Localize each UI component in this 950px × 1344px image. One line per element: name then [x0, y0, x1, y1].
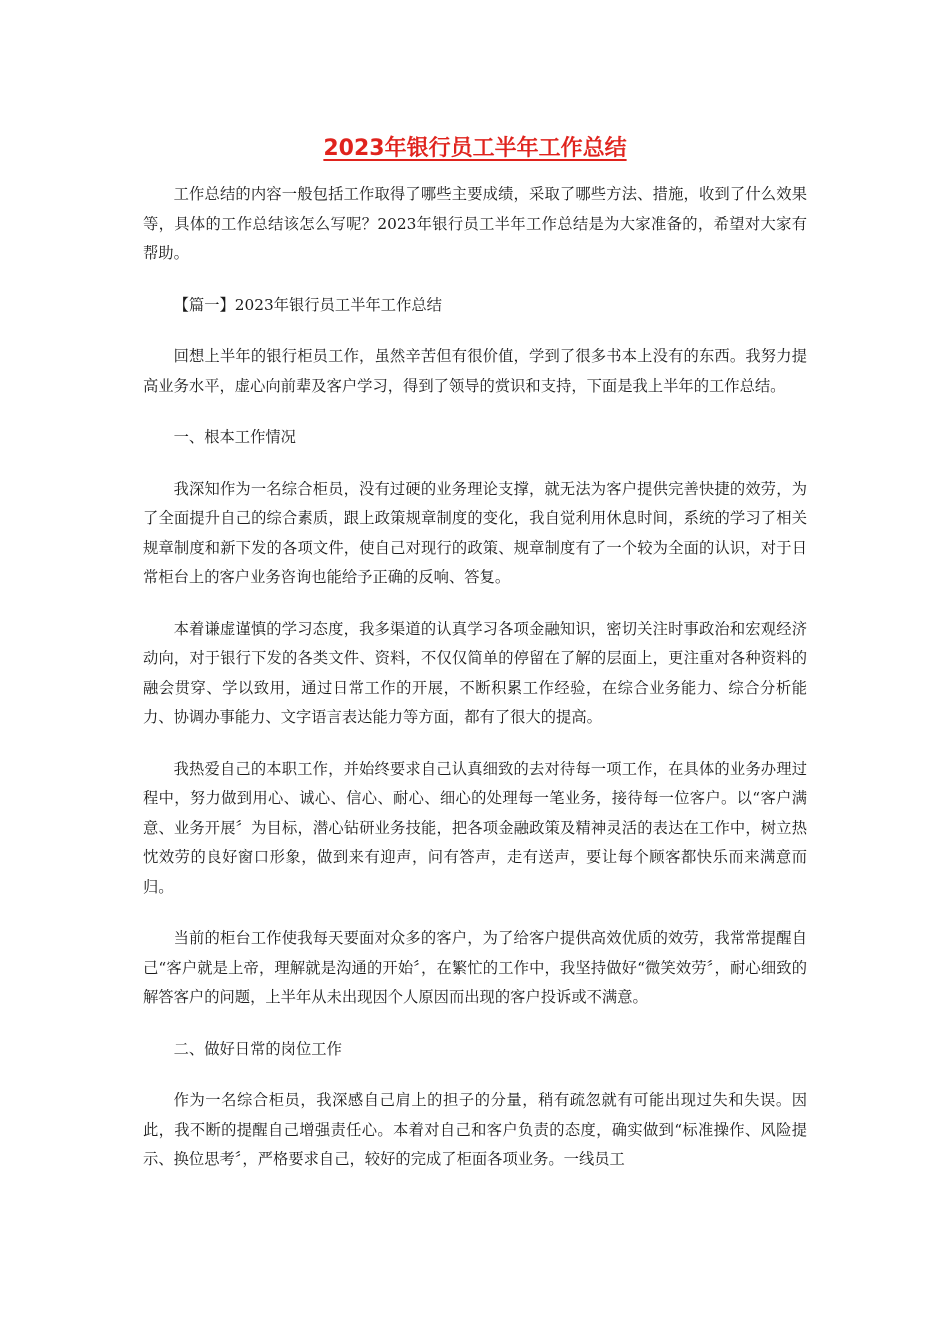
section-heading-daily-work: 二、做好日常的岗位工作: [173, 1039, 342, 1058]
section-heading-part-one: 【篇一】2023年银行员工半年工作总结: [173, 295, 442, 314]
body-paragraph: 本着谦虚谨慎的学习态度，我多渠道的认真学习各项金融知识，密切关注时事政治和宏观经济动向，对于银行下发的各类文件、资料，不仅仅简单的停留在了解的层面上，更注重对各种资料的融会贯穿、学以致用，通过日常工作的开展，不断积累工作经验，在综合业务能力、综合分析能力、协调办事能力、文字语言表达能力等方面，都有了很大的提高。: [143, 619, 807, 726]
body-paragraph: 回想上半年的银行柜员工作，虽然辛苦但有很价值，学到了很多书本上没有的东西。我努力提高业务水平，虚心向前辈及客户学习，得到了领导的赏识和支持，下面是我上半年的工作总结。: [143, 347, 807, 395]
section-heading-basic-work: 一、根本工作情况: [173, 428, 296, 446]
intro-paragraph: 工作总结的内容一般包括工作取得了哪些主要成绩，采取了哪些方法、措施，收到了什么效果等，具体的工作总结该怎么写呢？2023年银行员工半年工作总结是为大家准备的，希望对大家有帮助。: [143, 185, 807, 262]
body-paragraph: 作为一名综合柜员，我深感自己肩上的担子的分量，稍有疏忽就有可能出现过失和失误。因此，我不断的提醒自己增强责任心。本着对自己和客户负责的态度，确实做到“标准操作、风险提示、换位思考〞，严格要求自己，较好的完成了柜面各项业务。一线员工: [143, 1091, 807, 1168]
body-paragraph: 我深知作为一名综合柜员，没有过硬的业务理论支撑，就无法为客户提供完善快捷的效劳，为了全面提升自己的综合素质，跟上政策规章制度的变化，我自觉利用休息时间，系统的学习了相关规章制度和新下发的各项文件，使自己对现行的政策、规章制度有了一个较为全面的认识，对于日常柜台上的客户业务咨询也能给予正确的反响、答复。: [143, 479, 807, 586]
body-paragraph: 我热爱自己的本职工作，并始终要求自己认真细致的去对待每一项工作，在具体的业务办理过程中，努力做到用心、诚心、信心、耐心、细心的处理每一笔业务，接待每一位客户。以“客户满意、业务开展〞为目标，潜心钻研业务技能，把各项金融政策及精神灵活的表达在工作中，树立热忱效劳的良好窗口形象，做到来有迎声，问有答声，走有送声，要让每个顾客都快乐而来满意而归。: [143, 759, 807, 896]
body-paragraph: 当前的柜台工作使我每天要面对众多的客户，为了给客户提供高效优质的效劳，我常常提醒自己“客户就是上帝，理解就是沟通的开始〞，在繁忙的工作中，我坚持做好“微笑效劳〞，耐心细致的解答客户的问题，上半年从未出现因个人原因而出现的客户投诉或不满意。: [143, 929, 807, 1006]
document-title: 2023年银行员工半年工作总结: [323, 136, 627, 161]
document-body: [143, 180, 807, 1197]
